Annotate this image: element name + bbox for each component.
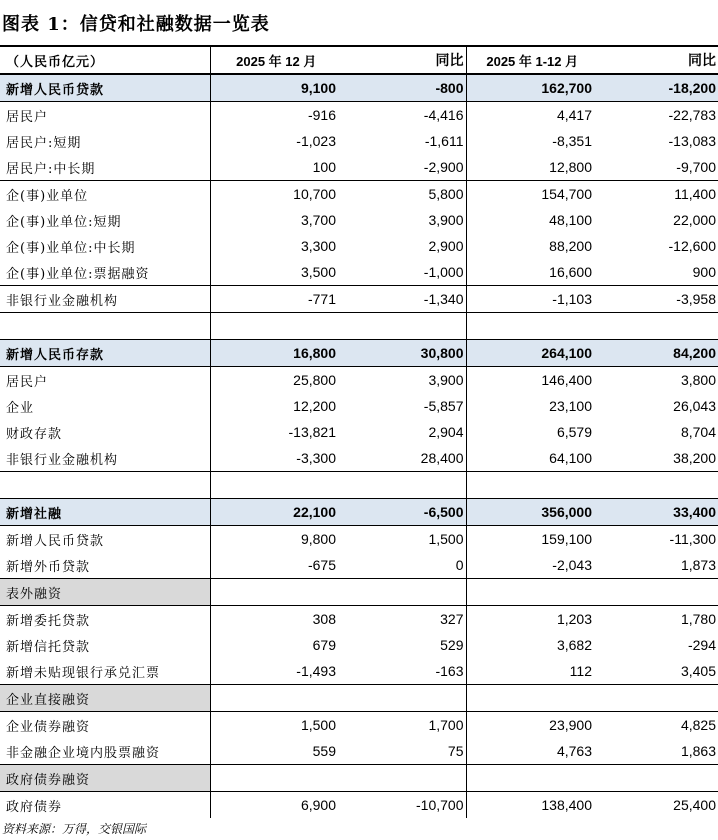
- table-title: 图表 1：信贷和社融数据一览表: [2, 14, 270, 35]
- header-ytd: 2025 年 1-12 月: [466, 46, 594, 74]
- table-row: [0, 552, 718, 579]
- row-label: 居民户:短期: [0, 128, 210, 154]
- ytd-value: 356,000: [466, 499, 594, 526]
- table-row: [0, 632, 718, 658]
- table-row: [0, 102, 718, 129]
- ytd-value: 146,400: [466, 367, 594, 394]
- month-yoy-value: -6,500: [338, 499, 466, 526]
- ytd-value: [466, 685, 594, 712]
- row-label: 新增未贴现银行承兑汇票: [0, 658, 210, 685]
- month-value: -3,300: [296, 450, 336, 466]
- row-label: 表外融资: [0, 579, 210, 606]
- month-yoy-value: 2,900: [338, 233, 466, 259]
- month-value: [210, 685, 338, 712]
- month-yoy-value: -5,857: [338, 393, 466, 419]
- ytd-yoy-value: [594, 313, 718, 340]
- ytd-yoy-value: -12,600: [668, 238, 716, 254]
- ytd-yoy-value: 11,400: [594, 181, 718, 208]
- row-label: 企(事)业单位: [0, 181, 210, 208]
- ytd-yoy-value: -294: [687, 637, 716, 653]
- row-label: [0, 313, 210, 340]
- row-label: 居民户: [0, 367, 210, 394]
- ytd-value: 6,579: [556, 424, 592, 440]
- ytd-yoy-value: 84,200: [594, 340, 718, 367]
- month-value: 22,100: [210, 499, 338, 526]
- month-value: -675: [307, 557, 336, 573]
- ytd-value: 23,100: [549, 398, 592, 414]
- ytd-value: -1,103: [466, 286, 594, 313]
- ytd-yoy-value: 3,405: [680, 663, 716, 679]
- table-row: [0, 445, 718, 472]
- table-body: [0, 74, 718, 818]
- table-row: [0, 393, 718, 419]
- table-row: [0, 738, 718, 765]
- ytd-yoy-value: 33,400: [594, 499, 718, 526]
- ytd-value: 138,400: [466, 792, 594, 819]
- ytd-value: 162,700: [466, 74, 594, 102]
- month-value: 16,800: [210, 340, 338, 367]
- ytd-value: [466, 313, 594, 340]
- row-label: 非银行业金融机构: [0, 286, 210, 313]
- table-row: [0, 606, 718, 633]
- row-label: 企(事)业单位:短期: [0, 207, 210, 233]
- row-label: 新增人民币存款: [0, 340, 210, 367]
- month-yoy-value: 0: [338, 552, 466, 579]
- ytd-value: 112: [569, 663, 592, 679]
- ytd-yoy-value: -9,700: [676, 159, 716, 175]
- ytd-value: 88,200: [549, 238, 592, 254]
- month-value: [210, 765, 338, 792]
- table-row: [0, 286, 718, 313]
- month-yoy-value: 28,400: [338, 445, 466, 472]
- month-value: [210, 313, 338, 340]
- ytd-yoy-value: [594, 579, 718, 606]
- ytd-value: 1,203: [466, 606, 594, 633]
- ytd-yoy-value: -22,783: [594, 102, 718, 129]
- table-row: [0, 419, 718, 445]
- ytd-value: 159,100: [466, 526, 594, 553]
- month-yoy-value: [338, 685, 466, 712]
- month-yoy-value: 1,500: [338, 526, 466, 553]
- row-label: 非银行业金融机构: [0, 445, 210, 472]
- row-label: 新增人民币贷款: [0, 74, 210, 102]
- ytd-value: 48,100: [549, 212, 592, 228]
- table-row: [0, 792, 718, 819]
- header-month: 2025 年 12 月: [210, 46, 338, 74]
- ytd-yoy-value: -11,300: [594, 526, 718, 553]
- ytd-yoy-value: [594, 685, 718, 712]
- ytd-yoy-value: -3,958: [594, 286, 718, 313]
- month-value: [210, 472, 338, 499]
- summary-row: [0, 499, 718, 526]
- ytd-value: -2,043: [552, 557, 592, 573]
- row-label: 非金融企业境内股票融资: [0, 738, 210, 765]
- row-label: 新增外币贷款: [0, 552, 210, 579]
- month-yoy-value: 3,900: [338, 207, 466, 233]
- table-row: [0, 128, 718, 154]
- month-value: 3,700: [300, 212, 336, 228]
- table-row: [0, 259, 718, 286]
- month-yoy-value: 3,900: [338, 367, 466, 394]
- header-month-yoy: 同比: [338, 46, 466, 74]
- month-yoy-value: [338, 765, 466, 792]
- month-yoy-value: 1,700: [338, 712, 466, 739]
- ytd-yoy-value: 900: [692, 264, 716, 280]
- row-label: 新增社融: [0, 499, 210, 526]
- ytd-yoy-value: 22,000: [673, 212, 716, 228]
- ytd-yoy-value: [594, 765, 718, 792]
- month-value: -916: [210, 102, 338, 129]
- ytd-value: 12,800: [549, 159, 592, 175]
- ytd-yoy-value: 38,200: [673, 450, 716, 466]
- header-ytd-yoy: 同比: [594, 46, 718, 74]
- row-label: 政府债券: [0, 792, 210, 819]
- month-yoy-value: 30,800: [338, 340, 466, 367]
- month-yoy-value: -163: [338, 658, 466, 685]
- month-value: 12,200: [293, 398, 336, 414]
- month-value: 3,500: [300, 264, 336, 280]
- row-label: [0, 472, 210, 499]
- month-yoy-value: [338, 579, 466, 606]
- unit-header: （人民币亿元）: [0, 46, 210, 74]
- ytd-yoy-value: 1,873: [680, 557, 716, 573]
- summary-row: [0, 340, 718, 367]
- ytd-yoy-value: 25,400: [594, 792, 718, 819]
- row-label: 新增委托贷款: [0, 606, 210, 633]
- month-value: 9,100: [210, 74, 338, 102]
- row-label: 新增人民币贷款: [0, 526, 210, 553]
- row-label: 企业债券融资: [0, 712, 210, 739]
- month-yoy-value: [338, 472, 466, 499]
- month-value: -771: [210, 286, 338, 313]
- row-label: 企业: [0, 393, 210, 419]
- row-label: 居民户: [0, 102, 210, 129]
- row-label: 新增信托贷款: [0, 632, 210, 658]
- ytd-yoy-value: 8,704: [680, 424, 716, 440]
- month-value: 9,800: [210, 526, 338, 553]
- month-value: 6,900: [210, 792, 338, 819]
- month-value: 1,500: [210, 712, 338, 739]
- row-label: 财政存款: [0, 419, 210, 445]
- ytd-value: 154,700: [466, 181, 594, 208]
- ytd-yoy-value: [594, 472, 718, 499]
- table-row: [0, 154, 718, 181]
- spacer-row: [0, 313, 718, 340]
- row-label: 企业直接融资: [0, 685, 210, 712]
- month-value: 308: [210, 606, 338, 633]
- month-value: -13,821: [288, 424, 336, 440]
- category-row: [0, 579, 718, 606]
- ytd-value: -8,351: [552, 133, 592, 149]
- row-label: 政府债券融资: [0, 765, 210, 792]
- ytd-value: 4,763: [556, 743, 592, 759]
- month-yoy-value: 529: [338, 632, 466, 658]
- row-label: 企(事)业单位:票据融资: [0, 259, 210, 286]
- summary-row: [0, 74, 718, 102]
- header-row: [0, 46, 718, 74]
- month-yoy-value: -4,416: [338, 102, 466, 129]
- month-yoy-value: -2,900: [338, 154, 466, 181]
- month-value: 679: [312, 637, 336, 653]
- row-label: 企(事)业单位:中长期: [0, 233, 210, 259]
- ytd-value: [466, 472, 594, 499]
- month-value: 3,300: [300, 238, 336, 254]
- credit-social-financing-table: [0, 45, 718, 818]
- month-value: -1,023: [296, 133, 336, 149]
- month-yoy-value: [338, 313, 466, 340]
- table-row: [0, 712, 718, 739]
- ytd-value: [466, 579, 594, 606]
- ytd-value: 4,417: [466, 102, 594, 129]
- month-value: 10,700: [210, 181, 338, 208]
- ytd-value: 3,682: [556, 637, 592, 653]
- ytd-value: 264,100: [466, 340, 594, 367]
- month-yoy-value: -10,700: [338, 792, 466, 819]
- ytd-value: 23,900: [466, 712, 594, 739]
- ytd-yoy-value: 26,043: [673, 398, 716, 414]
- ytd-yoy-value: -13,083: [668, 133, 716, 149]
- month-yoy-value: 75: [338, 738, 466, 765]
- month-yoy-value: 5,800: [338, 181, 466, 208]
- month-value: 100: [312, 159, 336, 175]
- month-value: 25,800: [210, 367, 338, 394]
- month-yoy-value: 327: [338, 606, 466, 633]
- ytd-value: 64,100: [549, 450, 592, 466]
- table-row: [0, 367, 718, 394]
- month-yoy-value: -1,340: [338, 286, 466, 313]
- month-value: -1,493: [296, 663, 336, 679]
- source-note: 资料来源：万得，交银国际: [2, 822, 147, 836]
- ytd-yoy-value: 3,800: [594, 367, 718, 394]
- month-yoy-value: -1,000: [338, 259, 466, 286]
- table-row: [0, 526, 718, 553]
- ytd-yoy-value: 1,780: [594, 606, 718, 633]
- ytd-yoy-value: -18,200: [594, 74, 718, 102]
- month-yoy-value: -1,611: [338, 128, 466, 154]
- table-row: [0, 181, 718, 208]
- table-row: [0, 233, 718, 259]
- table-row: [0, 658, 718, 685]
- table-row: [0, 207, 718, 233]
- category-row: [0, 685, 718, 712]
- month-value: [210, 579, 338, 606]
- category-row: [0, 765, 718, 792]
- ytd-value: [466, 765, 594, 792]
- ytd-value: 16,600: [549, 264, 592, 280]
- month-value: 559: [312, 743, 336, 759]
- ytd-yoy-value: 4,825: [594, 712, 718, 739]
- row-label: 居民户:中长期: [0, 154, 210, 181]
- ytd-yoy-value: 1,863: [680, 743, 716, 759]
- month-yoy-value: 2,904: [338, 419, 466, 445]
- spacer-row: [0, 472, 718, 499]
- month-yoy-value: -800: [338, 74, 466, 102]
